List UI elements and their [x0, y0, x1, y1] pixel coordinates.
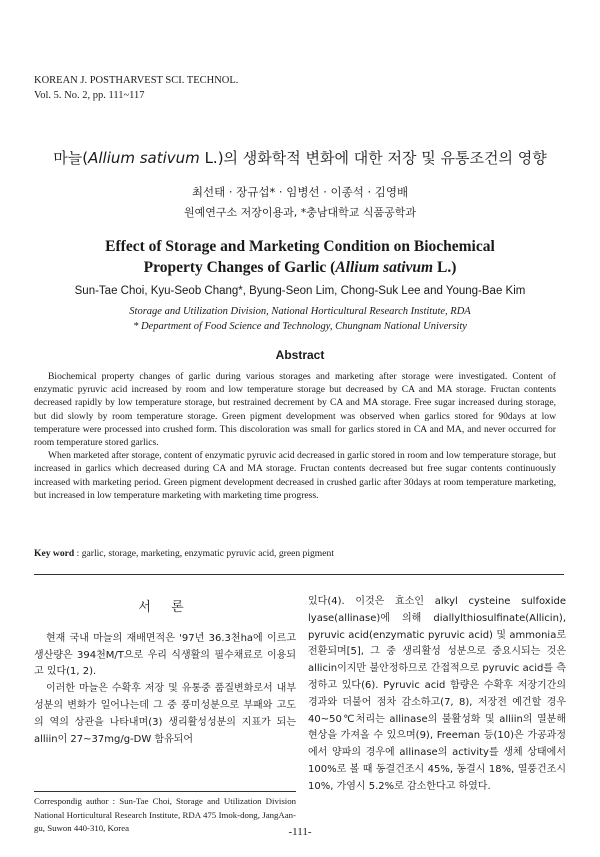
section-divider	[34, 574, 564, 575]
intro-paragraph-1: 현재 국내 마늘의 재배면적은 '97년 36.3천ha에 이르고 생산량은 394천M/T으로 우리 식생활의 필수채료로 이용되고 있다(1, 2).	[34, 632, 296, 678]
english-affiliations	[0, 304, 600, 334]
korean-title-prefix: 마늘(	[53, 149, 89, 167]
english-title	[0, 236, 600, 278]
korean-title-species: Allium sativum	[88, 149, 200, 167]
english-title-line1: Effect of Storage and Marketing Condition on Biochemical	[105, 238, 495, 255]
keyword-list: : garlic, storage, marketing, enzymatic pyruvic acid, green pigment	[74, 548, 334, 559]
journal-header	[34, 73, 238, 103]
english-title-species: Allium sativum	[335, 259, 434, 276]
english-authors: Sun-Tae Choi, Kyu-Seob Chang*, Byung-Seon Lim, Chong-Suk Lee and Young-Bae Kim	[74, 285, 526, 297]
korean-authors: 최선태 · 장규섭* · 임병선 · 이종석 · 김영배	[191, 185, 409, 199]
english-title-line2-prefix: Property Changes of Garlic (	[143, 259, 336, 276]
intro-heading: 서 론	[138, 600, 192, 615]
journal-name: KOREAN J. POSTHARVEST SCI. TECHNOL.	[34, 75, 239, 86]
journal-volume: Vol. 5. No. 2, pp. 111~117	[34, 90, 145, 101]
keyword-label: Key word	[34, 548, 75, 559]
page-number: -111-	[288, 826, 312, 838]
corresponding-author-footnote: Correspondig author : Sun-Tae Choi, Storage and Utilization Division National Horticultural Research Institute, RDA 475 Imok-dong, JangAan-gu, Suwon 440-310, Korea	[34, 796, 296, 833]
affiliation-storage-division: Storage and Utilization Division, National Horticultural Research Institute, RDA	[129, 306, 471, 317]
korean-title	[0, 147, 600, 168]
intro-paragraph-2: 이러한 마늘은 수확후 저장 및 유통중 품질변화로서 내부성분의 변화가 일어나는데 그 중 풍미성분으로 부패와 고도의 역의 상관을 나타내며(3) 생리활성성분의 지표가 되는 alliin이 27~37mg/g-DW 함유되어	[34, 683, 296, 745]
korean-title-suffix: L.)의 생화학적 변화에 대한 저장 및 유통조건의 영향	[199, 149, 547, 167]
footnote-divider	[34, 791, 296, 792]
abstract-paragraph-2: When marketed after storage, content of enzymatic pyruvic acid decreased in garlic stored in room and low temperature storage, but increased in garlics which decreased during CA and MA storage. Fructan contents decreased but free sugar contents continuously increased with marketing period. Green pigment development decreased in crushed garlic after 30days at room temperature marketing, but increased in low temperature marketing with marketing time progress.	[34, 450, 556, 501]
english-title-line2	[0, 257, 600, 278]
abstract-body	[34, 370, 556, 502]
intro-right-column	[308, 594, 566, 796]
intro-left-column	[34, 600, 296, 748]
abstract-heading: Abstract	[275, 348, 325, 362]
english-title-line2-suffix: L.)	[433, 259, 457, 276]
intro-paragraph-3: 있다(4). 이것은 효소인 alkyl cysteine sulfoxide lyase(allinase)에 의해 diallylthiosulfinate(Allicin), pyruvic acid(enzymatic pyruvic acid) 및 ammonia로 전환되며[5], 그 중 생리활성 성분으로 중요시되는 것은 allicin이지만 불안정하므로 간접적으로 pyruvic acid를 측정하고 있다(6). Pyruvic acid 함량은 수확후 저장기간의 경과와 더불어 점차 감소하고(7, 8), 저장전 예건할 경우 40~50℃처리는 allinase의 불활성화 및 alliin의 열분해 현상을 가져올 수 있으며(9), Freeman 등(10)은 가공과정에서 양파의 경우에 allinase의 activity를 생체 상태에서 100%로 볼 때 동결건조시 45%, 동결시 18%, 열풍건조시 10%, 가염시 5.2%로 감소한다고 하였다.	[308, 596, 566, 792]
abstract-paragraph-1: Biochemical property changes of garlic during various storages and marketing after storage were investigated. Content of enzymatic pyruvic acid increased by room and low temperature storage but decreased by CA and MA storage. Fructan contents decreased rapidly by low temperature storage, but restrained decrement by CA and MA storage. Free sugar increased during storage, but did slowly by room temperature storage. Green pigment development was observed when garlics stored for 90days at low temperature were processed into crushed form. This discoloration was small for garlics stored in CA and MA, and never occurred for room temperature stored garlics.	[34, 371, 556, 449]
keywords	[34, 548, 556, 559]
affiliation-food-science: * Department of Food Science and Technology, Chungnam National University	[133, 321, 467, 332]
korean-affiliation: 원예연구소 저장이용과, *충남대학교 식품공학과	[183, 206, 416, 219]
